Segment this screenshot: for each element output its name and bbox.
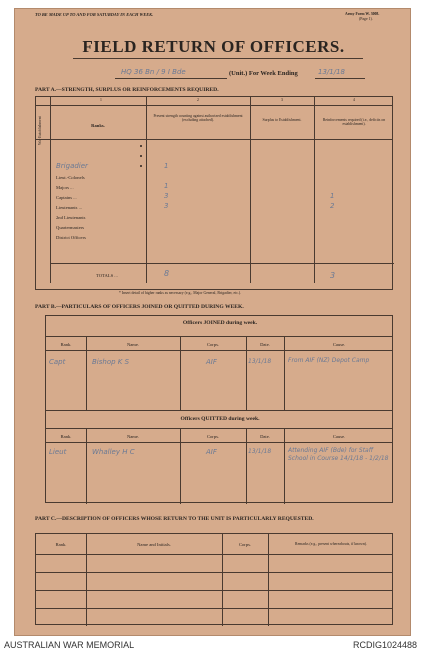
quitted-col-rank: Rank. — [60, 434, 72, 439]
quitted-name: Whalley H C — [92, 448, 135, 456]
strength-header: Present strength counting against authorized establishment (excluding attached). — [153, 114, 243, 123]
quitted-title: Officers QUITTED during week. — [180, 416, 260, 422]
joined-cause: From AIF (NZ) Depot Camp — [288, 357, 370, 364]
col-number-2: 2 — [197, 98, 199, 102]
table-row — [46, 354, 394, 378]
totals-label: TOTALS ... — [96, 273, 118, 278]
quitted-date: 13/1/18 — [248, 448, 272, 455]
joined-corps: AIF — [206, 358, 217, 366]
title-underline — [73, 58, 363, 59]
part-c-col-rank: Rank. — [55, 542, 67, 547]
table-row — [36, 183, 394, 193]
part-c-col-remarks: Remarks (e.g., present whereabouts, if known). — [295, 542, 367, 546]
reinforcements-header: Reinforcements required (i.e., deficits on establishment). — [322, 118, 386, 127]
quitted-col-cause: Cause. — [332, 434, 346, 439]
part-c-col-corps: Corps. — [238, 542, 252, 547]
part-b-heading: PART B.—PARTICULARS OF OFFICERS JOINED OR QUITTED DURING WEEK. — [35, 304, 244, 310]
joined-col-rank: Rank. — [60, 342, 72, 347]
col-number-4: 4 — [353, 98, 355, 102]
col-number-1: 1 — [100, 98, 102, 102]
reinforcement-value: 1 — [330, 192, 335, 200]
ranks-header: Ranks. — [91, 123, 105, 128]
totals-reinforcements: 3 — [330, 271, 336, 280]
top-note: TO BE MADE UP TO AND FOR SATURDAY IN EACH WEEK. — [35, 12, 154, 17]
strength-value: 3 — [164, 202, 169, 210]
joined-date: 13/1/18 — [248, 358, 272, 365]
table-row — [36, 173, 394, 183]
surplus-header: Surplus to Establishment. — [262, 118, 302, 122]
reinforcement-value: 2 — [330, 202, 335, 210]
table-row — [36, 203, 394, 213]
quitted-cause: Attending AIF (Bde) for Staff School in Course 14/1/18 - 1/2/18 — [288, 447, 389, 462]
rank-label: District Officers — [56, 235, 86, 240]
strength-value: 1 — [164, 162, 169, 170]
rank-label: Lieut.-Colonels — [56, 175, 85, 180]
joined-rank: Capt — [49, 358, 66, 366]
rank-label: Captains ... — [56, 195, 77, 200]
quitted-col-date: Date. — [260, 434, 270, 439]
footer-right: RCDIG1024488 — [352, 640, 417, 650]
unit-label: (Unit.) For Week Ending — [229, 70, 298, 77]
footer-left: AUSTRALIAN WAR MEMORIAL — [4, 640, 135, 650]
quitted-col-name: Name. — [126, 434, 140, 439]
rank-label: Quartermasters — [56, 225, 85, 230]
rank-label: 2nd Lieutenants — [56, 215, 86, 220]
part-c-table — [35, 533, 393, 625]
col-number-3: 3 — [281, 98, 283, 102]
table-row — [36, 193, 394, 203]
joined-col-corps: Corps. — [206, 342, 220, 347]
table-row — [36, 213, 394, 223]
part-a-footnote: * Insert detail of higher ranks as necessary (e.g., Major General, Brigadier, etc.). — [119, 291, 242, 295]
unit-handwritten: HQ 36 Bn / 9 I Bde — [121, 68, 186, 76]
army-form-number: Army Form W. 3008. — [345, 12, 380, 16]
quitted-col-corps: Corps. — [206, 434, 220, 439]
rank-label: Majors ... — [56, 185, 74, 190]
quitted-rank: Lieut — [49, 448, 67, 456]
table-row — [46, 446, 394, 476]
joined-col-cause: Cause. — [332, 342, 346, 347]
form-sheet — [14, 8, 411, 636]
unit-line — [115, 78, 227, 79]
rank-label: Lieutenants ... — [56, 205, 83, 210]
table-row — [36, 143, 394, 153]
joined-col-date: Date. — [260, 342, 270, 347]
war-establishment-label: War Establishment — [38, 116, 42, 145]
week-handwritten: 13/1/18 — [318, 68, 345, 76]
hand-rank: Brigadier — [56, 162, 88, 170]
part-b-table — [45, 315, 393, 503]
joined-title: Officers JOINED during week. — [182, 320, 258, 326]
week-line — [315, 78, 365, 79]
part-c-col-name: Name and Initials. — [137, 542, 171, 547]
strength-value: 1 — [164, 182, 169, 190]
table-row — [36, 153, 394, 163]
page-number: (Page 1). — [359, 17, 373, 21]
part-c-heading: PART C.—DESCRIPTION OF OFFICERS WHOSE RETURN TO THE UNIT IS PARTICULARLY REQUESTED. — [35, 516, 314, 522]
part-a-heading: PART A.—STRENGTH, SURPLUS OR REINFORCEMENTS REQUIRED. — [35, 87, 219, 93]
table-row — [36, 223, 394, 233]
table-row — [36, 163, 394, 173]
joined-name: Bishop K S — [92, 358, 130, 366]
archive-footer — [0, 636, 421, 654]
totals-strength: 8 — [164, 269, 170, 278]
strength-value: 3 — [164, 192, 169, 200]
joined-col-name: Name. — [126, 342, 140, 347]
quitted-corps: AIF — [206, 448, 217, 456]
form-title: FIELD RETURN OF OFFICERS. — [82, 37, 345, 56]
part-a-table — [35, 96, 393, 290]
ranks-rows — [36, 143, 394, 253]
table-row — [36, 233, 394, 243]
